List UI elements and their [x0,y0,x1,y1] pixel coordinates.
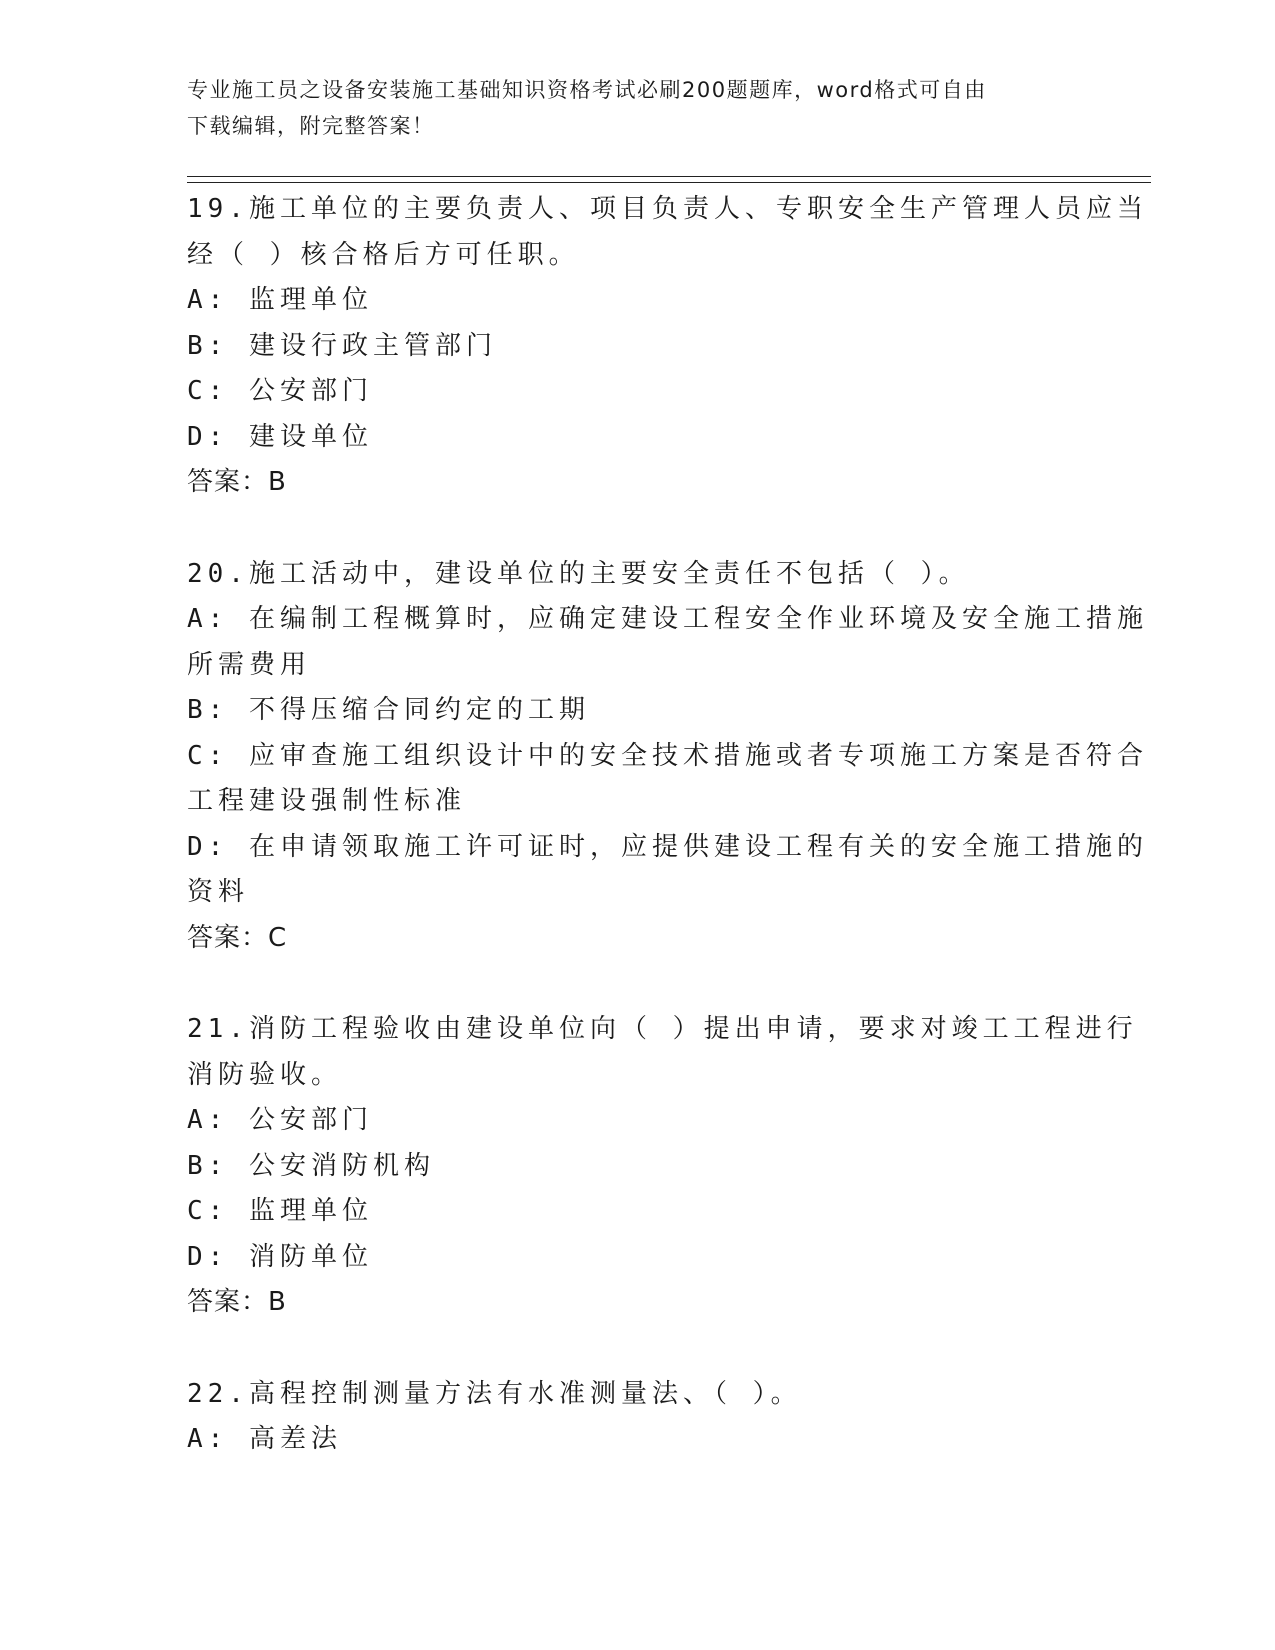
question-block [187,552,1148,962]
option-line: D: 消防单位 [187,1241,373,1272]
option-line: B: 建设行政主管部门 [187,330,497,361]
option-line: C: 应审查施工组织设计中的安全技术措施或者专项施工方案是否符合 [187,740,1148,771]
question-stem-line: 22.高程控制测量方法有水准测量法、（ ）。 [187,1378,802,1409]
option-line: A: 高差法 [187,1424,342,1454]
question-stem-line: 19.施工单位的主要负责人、项目负责人、专职安全生产管理人员应当 [187,194,1148,224]
answer-line: 答案：B [187,1287,287,1317]
option-line: A: 在编制工程概算时，应确定建设工程安全作业环境及安全施工措施 [187,604,1148,634]
header-divider-top [187,176,1151,177]
question-stem-line: 经（ ）核合格后方可任职。 [187,239,580,270]
question-stem-line: 消防验收。 [187,1059,343,1090]
option-line: A: 公安部门 [187,1105,373,1135]
header-line-1: 专业施工员之设备安装施工基础知识资格考试必刷200题题库，word格式可自由 [187,78,987,102]
answer-line: 答案：C [187,922,288,953]
option-line: 工程建设强制性标准 [187,786,467,816]
answer-line: 答案：B [187,467,287,497]
option-line: A: 监理单位 [187,285,373,315]
header-divider-bottom [187,182,1151,183]
question-block [187,187,1148,506]
document-header [187,72,1067,144]
option-line: B: 公安消防机构 [187,1150,435,1181]
option-line: 资料 [187,877,250,907]
question-stem-line: 21.消防工程验收由建设单位向（ ）提出申请，要求对竣工工程进行 [187,1014,1138,1044]
option-line: D: 建设单位 [187,421,373,452]
option-line: C: 监理单位 [187,1196,373,1226]
header-line-2: 下载编辑，附完整答案！ [187,114,435,138]
option-line: C: 公安部门 [187,376,373,406]
option-line: D: 在申请领取施工许可证时，应提供建设工程有关的安全施工措施的 [187,831,1148,862]
question-block [187,1372,1087,1463]
question-list [187,187,1148,1509]
question-block [187,1007,1138,1326]
question-stem-line: 20.施工活动中，建设单位的主要安全责任不包括（ ）。 [187,558,970,589]
option-line: 所需费用 [187,649,312,680]
option-line: B: 不得压缩合同约定的工期 [187,695,590,725]
